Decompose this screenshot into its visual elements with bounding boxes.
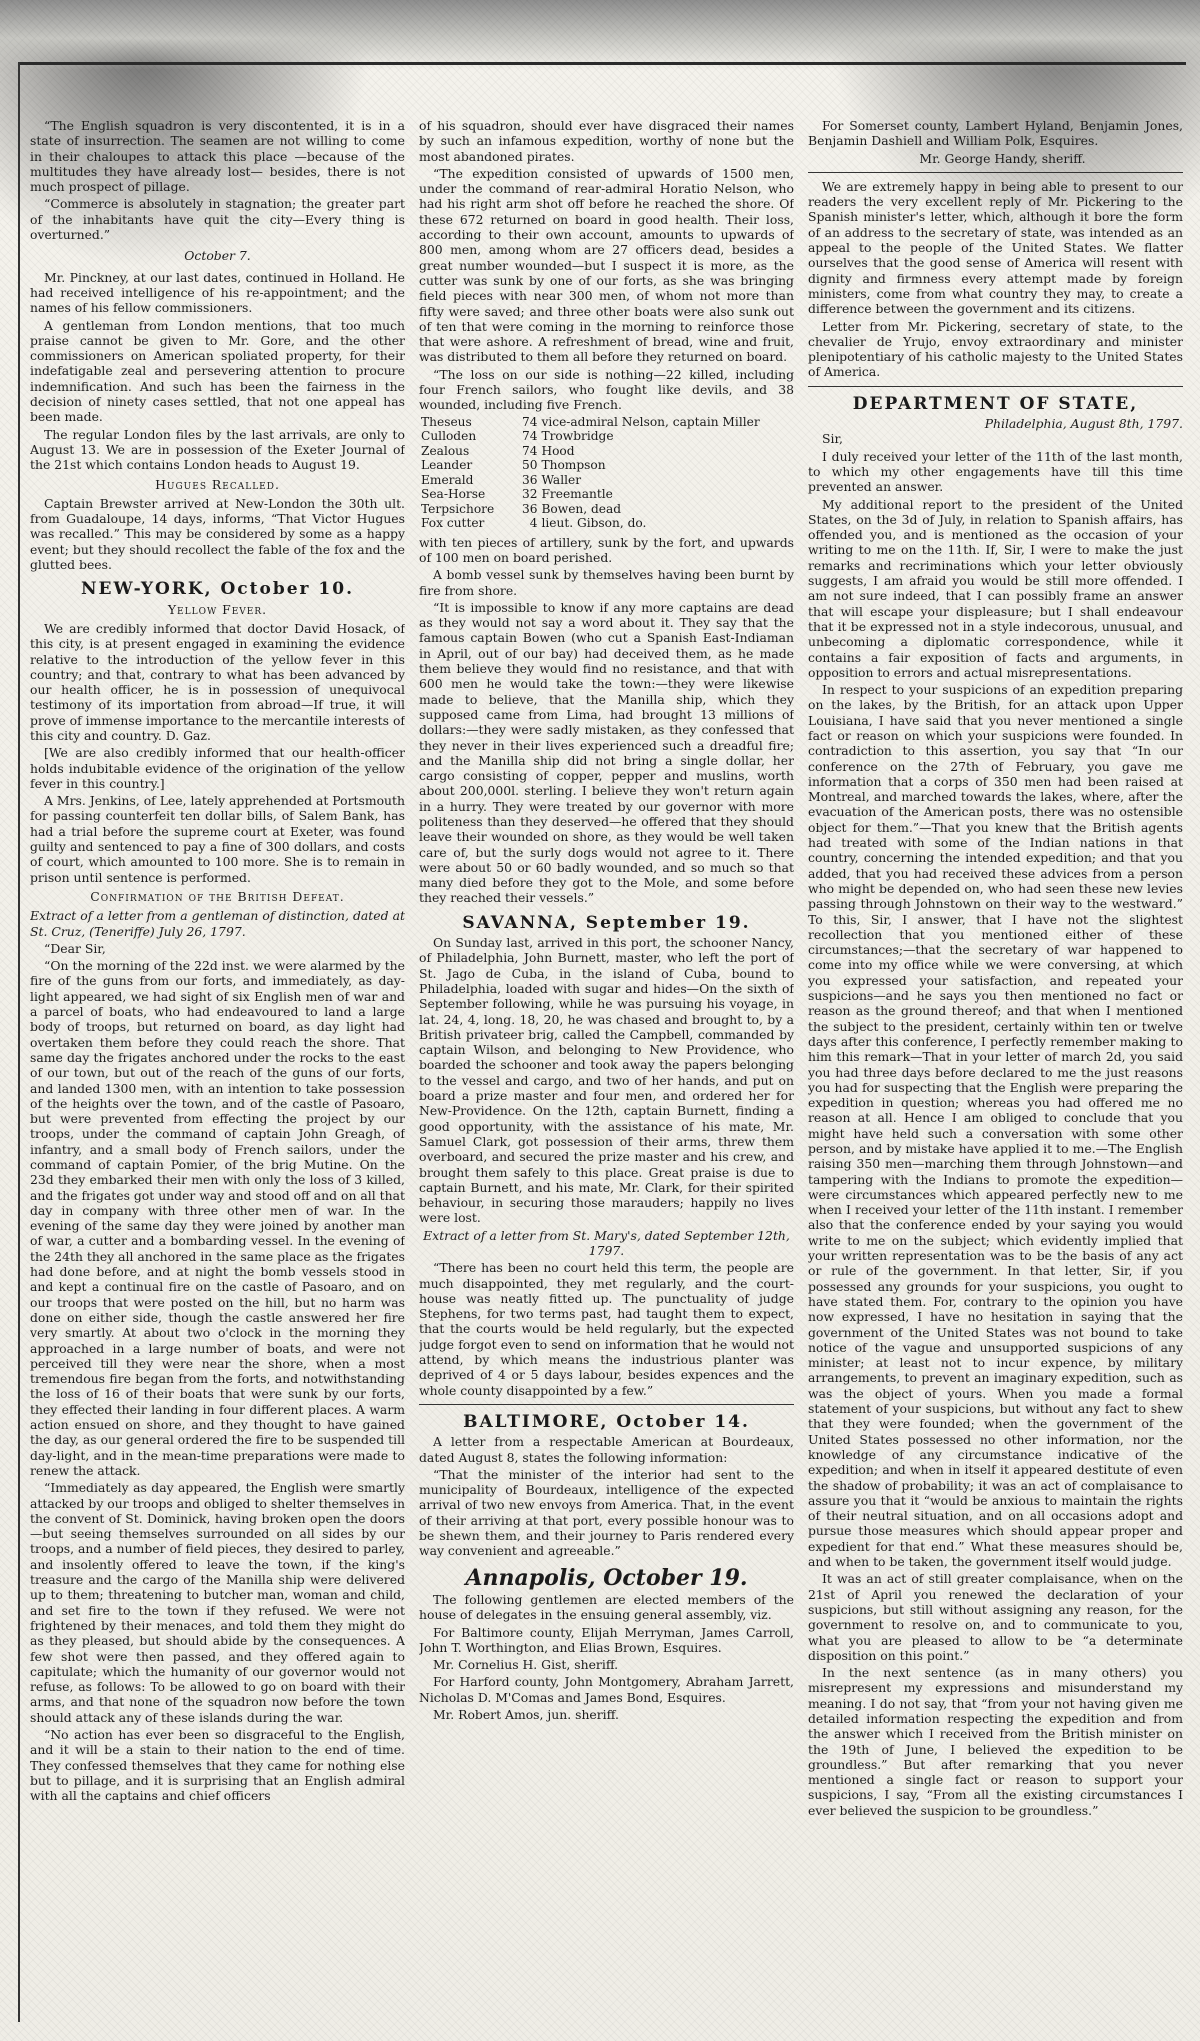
article-paragraph: I duly received your letter of the 11th of the last month, to which my other engagements have till this time prevented an answer. bbox=[808, 448, 1183, 495]
ship-guns: 50 bbox=[521, 458, 538, 473]
article-paragraph: “The expedition consisted of upwards of 1500 men, under the command of rear-admiral Horatio Nelson, who had his right arm shot off before he reached the shore. Of these 672 returned on board in good health. Their loss, according to their own account, amounts to upwards of 800 men, among whom are 27 officers dead, besides a great number wounded—but I suspect it is more, as the cutter was sunk by one of our forts, as she was bringing field pieces with near 300 men, of whom not more than fifty were saved; and three other boats were also sunk out of ten that were coming in the morning to reinforce those that were ashore. A refreshment of bread, wine and fruit, was distributed to them all before they returned on board. bbox=[419, 165, 794, 365]
article-paragraph: “Immediately as day appeared, the English were smartly attacked by our troops and obliged to shelter themselves in the convent of St. Dominick, having broken open the doors—but seeing themselves surrounded on all sides by our troops, and a number of field pieces, they desired to parley, and insolently offered to leave the town, if the king's treasure and the cargo of the Manilla ship were delivered up to them; threatening to butcher man, woman and child, and set fire to the town if they refused. We were not frightened by their menaces, and told them they might do as they pleased, but should abide by the consequences. A few shot were then passed, and they offered again to capitulate; which the humanity of our governor would not refuse, as follows: To be allowed to go on board with their arms, and that none of the squadron now before the town should attack any of these islands during the war. bbox=[30, 1480, 405, 1725]
article-paragraph: For Harford county, John Montgomery, Abraham Jarrett, Nicholas D. M'Comas and James Bond, Esquires. bbox=[419, 1674, 794, 1705]
ship-guns: 4 bbox=[529, 516, 538, 531]
article-paragraph: A Mrs. Jenkins, of Lee, lately apprehended at Portsmouth for passing counterfeit ten dollar bills, of Salem Bank, has had a trial before the supreme court at Exeter, was found guilty and sentenced to pay a fine of 300 dollars, and costs of court, which amounted to 100 more. She is to remain in prison until sentence is performed. bbox=[30, 793, 405, 885]
article-paragraph: “It is impossible to know if any more captains are dead as they would not say a word about it. They say that the famous captain Bowen (who cut a Spanish East-Indiaman in April, out of our bay) had deceived them, as he made them believe they would find no resistance, and that with 600 men he would take the town:—they were likewise made to believe, that the Manilla ship, which they supposed came from Lima, had brought 13 millions of dollars:—they were sadly mistaken, as they confessed that they never in their lives experienced such a dreadful fire; and the Manilla ship did not bring a single dollar, her cargo consisting of copper, pepper and muslins, worth about 200,000l. sterling. I believe they won't return again in a hurry. They were treated by our governor with more politeness than they deserved—he offered that they should leave their wounded on shore, as they would be well taken care of, but the surly dogs would not agree to it. There were about 50 or 60 badly wounded, and so much so that many died before they got to the Mole, and some before they reached their vessels.” bbox=[419, 599, 794, 906]
ship-row bbox=[419, 429, 794, 444]
article-paragraph: “The loss on our side is nothing—22 killed, including four French sailors, who fought like devils, and 38 wounded, including five French. bbox=[419, 366, 794, 413]
ship-guns: 74 bbox=[521, 429, 538, 444]
article-paragraph: Mr. Pinckney, at our last dates, continued in Holland. He had received intelligence of his re-appointment; and the names of his fellow commissioners. bbox=[30, 269, 405, 316]
ship-name: Culloden bbox=[421, 429, 477, 444]
ship-commander: Waller bbox=[541, 472, 582, 487]
ship-row bbox=[419, 516, 794, 531]
ship-row bbox=[419, 473, 794, 488]
article-paragraph: For Somerset county, Lambert Hyland, Benjamin Jones, Benjamin Dashiell and William Polk, Esquires. bbox=[808, 118, 1183, 149]
dateline: Philadelphia, August 8th, 1797. bbox=[984, 416, 1183, 432]
section-heading: Annapolis, October 19. bbox=[465, 1564, 748, 1591]
ship-name: Fox cutter bbox=[421, 516, 485, 531]
ship-commander: vice-admiral Nelson, captain Miller bbox=[541, 414, 760, 429]
ship-name: Sea-Horse bbox=[421, 487, 486, 502]
article-paragraph: “Commerce is absolutely in stagnation; the greater part of the inhabitants have quit the city—Every thing is overturned.” bbox=[30, 196, 405, 243]
ship-commander: Bowen, dead bbox=[541, 501, 622, 516]
article-paragraph: Mr. George Handy, sheriff. bbox=[919, 150, 1086, 166]
section-heading: NEW-YORK, October 10. bbox=[80, 579, 355, 600]
extract-heading: Extract of a letter from St. Mary's, dated September 12th, 1797. bbox=[423, 1227, 790, 1258]
article-paragraph: of his squadron, should ever have disgraced their names by such an infamous expedition, worthy of none but the most abandoned pirates. bbox=[419, 118, 794, 164]
article-paragraph: On Sunday last, arrived in this port, the schooner Nancy, of Philadelphia, John Burnett, master, who left the port of St. Jago de Cuba, in the island of Cuba, bound to Philadelphia, loaded with sugar and hides—On the sixth of September following, while he was pursuing his voyage, in lat. 24, 4, long. 18, 20, he was chased and brought to, by a British privateer brig, called the Campbell, commanded by captain Wilson, and belonging to New Providence, who boarded the schooner and took away the papers belonging to the vessel and cargo, and two of her hands, and put on board a prize master and four men, and ordered her for New-Providence. On the 12th, captain Burnett, finding a good opportunity, with the assistance of his mate, Mr. Samuel Clark, got possession of their arms, threw them overboard, and secured the prize master and his crew, and brought them safely to this place. Great praise is due to captain Burnett, and his mate, Mr. Clark, for their spirited behaviour, in securing those marauders; happily no lives were lost. bbox=[419, 935, 794, 1226]
article-paragraph: “No action has ever been so disgraceful to the English, and it will be a stain to their nation to the end of time. They confessed themselves that they came for nothing else but to pillage, and it is surprising that an English admiral with all the captains and chief officers bbox=[30, 1726, 405, 1804]
section-divider bbox=[808, 386, 1183, 387]
ship-guns: 36 bbox=[521, 501, 538, 516]
article-paragraph: Captain Brewster arrived at New-London the 30th ult. from Guadaloupe, 14 days, informs, “That Victor Hugues was recalled.” This may be considered by some as a happy event; but they should recollect the fable of the fox and the glutted bees. bbox=[30, 495, 405, 573]
ship-name: Leander bbox=[421, 458, 473, 473]
article-paragraph: The regular London files by the last arrivals, are only to August 13. We are in possession of the Exeter Journal of the 21st which contains London heads to August 19. bbox=[30, 426, 405, 473]
ship-commander: Hood bbox=[541, 443, 575, 458]
article-paragraph: My additional report to the president of the United States, on the 3d of July, in relation to Spanish affairs, has offended you, and is mentioned as the occasion of your writing to me on the 11th. If, Sir, I were to make the just remarks and recriminations which your letter obviously suggests, I am afraid you would be still more offended. I am not sure indeed, that I can possibly frame an answer that will escape your displeasure; but I shall endeavour that it be expressed not in a style indecorous, unusual, and unbecoming a diplomatic correspondence, while it contains a fair exposition of facts and arguments, in opposition to errors and actual misrepresentations. bbox=[808, 496, 1183, 680]
article-paragraph: The following gentlemen are elected members of the house of delegates in the ensuing general assembly, viz. bbox=[419, 1591, 794, 1623]
article-paragraph: “On the morning of the 22d inst. we were alarmed by the fire of the guns from our forts, and immediately, as day-light appeared, we had sight of six English men of war and a parcel of boats, who had endeavoured to land a large body of troops, but returned on board, as day light had overtaken them before they could reach the shore. That same day the frigates anchored under the rocks to the east of our town, but out of the reach of the guns of our forts, and landed 1300 men, with an intention to take possession of the heights over the town, and of the castle of Pasoaro, but were prevented from effecting the project by our troops, under the command of captain John Greagh, of infantry, and a small body of French sailors, under the command of captain Pomier, of the brig Mutine. On the 23d they embarked their men with only the loss of 3 killed, and the frigates got under way and stood off and on all that day in company with three other men of war. In the evening of the same day they were joined by another man of war, a cutter and a bombarding vessel. In the evening of the 24th they all anchored in the same place as the frigates had done before, and at night the bomb vessels stood in and kept a continual fire on the castle of Pasoaro, and on our troops that were posted on the hill, but no harm was done on either side, though the castle answered her fire very smartly. At about two o'clock in the morning they approached in a large number of boats, and were not perceived till they were near the shore, when a most tremendous fire began from the forts, and notwithstanding the loss of 16 of their boats that were sunk by our forts, they effected their landing in four different places. A warm action ensued on shore, and they thought to have gained the day, as our general ordered the fire to be suspended till day-light, and in the mean-time preparations were made to renew the attack. bbox=[30, 958, 405, 1478]
article-paragraph: [We are also credibly informed that our health-officer holds indubitable evidence of the origination of the yellow fever in this country.] bbox=[30, 745, 405, 791]
ship-row bbox=[419, 487, 794, 502]
letter-salutation: “Dear Sir, bbox=[44, 940, 106, 956]
ship-row bbox=[419, 444, 794, 459]
ship-name: Zealous bbox=[421, 443, 470, 458]
ship-commander: Thompson bbox=[541, 458, 606, 473]
article-paragraph: Mr. Cornelius H. Gist, sheriff. bbox=[433, 1657, 619, 1673]
ship-commander: Freemantle bbox=[541, 487, 613, 502]
section-subheading: Hugues Recalled. bbox=[155, 476, 280, 492]
section-heading: BALTIMORE, October 14. bbox=[463, 1411, 750, 1432]
ship-name: Theseus bbox=[421, 414, 472, 429]
ship-guns: 74 bbox=[521, 414, 538, 429]
article-paragraph: A bomb vessel sunk by themselves having been burnt by fire from shore. bbox=[419, 567, 794, 598]
page-columns bbox=[30, 118, 1190, 2018]
article-paragraph: Letter from Mr. Pickering, secretary of state, to the chevalier de Yrujo, envoy extraordinary and minister plenipotentiary of his catholic majesty to the United States of America. bbox=[808, 318, 1183, 380]
section-subheading: Yellow Fever. bbox=[167, 601, 268, 617]
column-1 bbox=[30, 118, 405, 2018]
article-paragraph: A gentleman from London mentions, that too much praise cannot be given to Mr. Gore, and the other commissioners on American spoliated property, for their indefatigable zeal and persevering attention to procure indemnification. And such has been the fairness in the decision of ninety cases settled, that not one appeal has been made. bbox=[30, 317, 405, 425]
top-rule bbox=[18, 62, 1186, 65]
article-paragraph: In the next sentence (as in many others) you misrepresent my expressions and misunderstand my meaning. I do not say, that “from your not having given me detailed information respecting the expedition and from the answer which I received from the British minister on the 19th of June, I believed the expedition to be groundless.” But after remarking that you never mentioned a single fact or reason to support your suspicions, I say, “From all the existing circumstances I ever believed the suspicion to be groundless.” bbox=[808, 1665, 1183, 1818]
article-paragraph: A letter from a respectable American at Bourdeaux, dated August 8, states the following information: bbox=[419, 1434, 794, 1465]
section-heading: SAVANNA, September 19. bbox=[462, 912, 751, 933]
ship-name: Emerald bbox=[421, 472, 474, 487]
article-paragraph: “There has been no court held this term, the people are much disappointed, they met regularly, and the court-house was neatly fitted up. The punctuality of judge Stephens, for two terms past, had taught them to expect, that the courts would be held regularly, but the expected judge forgot even to send on information that he would not attend, by which means the industrious planter was deprived of 4 or 5 days labour, besides expences and the whole county disappointed by a few.” bbox=[419, 1260, 794, 1398]
section-heading: DEPARTMENT OF STATE, bbox=[852, 393, 1139, 414]
ship-row bbox=[419, 458, 794, 473]
ship-guns: 74 bbox=[521, 443, 538, 458]
article-paragraph: “The English squadron is very discontented, it is in a state of insurrection. The seamen are not willing to come in their chaloupes to attack this place —because of the multitudes they have already lost— besides, there is not much prospect of pillage. bbox=[30, 118, 405, 195]
article-paragraph: It was an act of still greater complaisance, when on the 21st of April you renewed the declaration of your suspicions, but still without assigning any reason, for the government to resolve on, and to communicate to you, what you are pleased to allow to be “a determinate disposition on this point.” bbox=[808, 1571, 1183, 1663]
ship-guns: 36 bbox=[521, 472, 538, 487]
section-subheading: Confirmation of the British Defeat. bbox=[90, 888, 345, 904]
left-margin-rule bbox=[18, 62, 20, 2022]
ship-guns: 32 bbox=[521, 487, 538, 502]
article-paragraph: Mr. Robert Amos, jun. sheriff. bbox=[433, 1707, 619, 1723]
article-paragraph: We are extremely happy in being able to present to our readers the very excellent reply of Mr. Pickering to the Spanish minister's letter, which, although it bore the form of an address to the secretary of state, was intended as an appeal to the people of the United States. We flatter ourselves that the good sense of America will resent with dignity and firmness every attempt made by foreign ministers, come from what country they may, to create a difference between the government and its citizens. bbox=[808, 178, 1183, 317]
ships-table bbox=[419, 415, 794, 531]
ship-commander: lieut. Gibson, do. bbox=[541, 516, 647, 531]
ship-row bbox=[419, 415, 794, 430]
article-paragraph: We are credibly informed that doctor David Hosack, of this city, is at present engaged in examining the evidence relative to the introduction of the yellow fever in this country; and that, contrary to what has been advanced by our health officer, he is in possession of unequivocal testimony of its importation from abroad—If true, it will prove of immense importance to the mercantile interests of this city and country. D. Gaz. bbox=[30, 620, 405, 743]
ship-name: Terpsichore bbox=[421, 501, 495, 516]
section-divider bbox=[808, 172, 1183, 173]
extract-heading: Extract of a letter from a gentleman of distinction, dated at St. Cruz, (Teneriffe) July 26, 1797. bbox=[30, 908, 405, 939]
ship-commander: Trowbridge bbox=[541, 429, 614, 444]
column-2 bbox=[419, 118, 794, 2018]
dateline: October 7. bbox=[184, 248, 251, 264]
letter-salutation: Sir, bbox=[822, 431, 843, 447]
ship-row bbox=[419, 502, 794, 517]
article-paragraph: In respect to your suspicions of an expedition preparing on the lakes, by the British, for an attack upon Upper Louisiana, I have said that you never mentioned a single fact or reason on which your suspicions were founded. In contradiction to this assertion, you say that “In our conference on the 27th of February, you gave me information that a corps of 350 men had been raised at Montreal, and marched towards the lakes, where, after the evacuation of the American posts, there was no ostensible object for them.”—That you knew that the British agents had treated with some of the Indian nations in that country, concerning the intended expedition; and that you added, that you had received these advices from a person who might be depended on, who had seen these new levies passing through Johnstown on their way to the westward.” To this, Sir, I answer, that I have not the slightest recollection that you mentioned either of these circumstances;—that the secretary of war happened to come into my office while we were conversing, at which you expressed your satisfaction, and repeated your suspicions—and he says you then mentioned no fact or reason as the ground thereof; and that when I mentioned the subject to the president, certainly within ten or twelve days after this conference, I perfectly remember making to him this remark—That in your letter of march 2d, you said you had three days before declared to me the just reasons you had for suspecting that the English were preparing the expedition in question; whereas you had offered me no reason at all. Hence I am obliged to conclude that you might have held such a conversation with some other person, and by mistake have applied it to me.—The English raising 350 men—marching them through Johnstown—and tampering with the Indians to promote the expedition—were circumstances which appeared perfectly new to me when I received your letter of the 11th instant. I remember also that the conference ended by your saying you would write to me on the subject; which evidently implied that your written representation was to be the basis of any act or rule of the government. In that letter, Sir, if you possessed any grounds for your suspicions, you ought to have stated them. For, contrary to the opinion you have now expressed, I have no hesitation in saying that the government of the United States was not bound to take notice of the vague and unsupported suspicions of any minister; at least not to incur expence, by military arrangements, to prevent an imaginary expedition, such as was the object of yours. When you made a formal statement of your suspicions, but without any fact to shew that they were founded; when the government of the United States possessed no other information, nor the knowledge of any circumstance indicative of the expedition; and when in itself it appeared destitute of even the shadow of probability; it was an act of complaisance to assure you that it “would be anxious to maintain the rights of their neutral situation, and on all occasions adopt and pursue those measures which should appear proper and expedient for that end.” What these measures should be, and when to be taken, the government itself would judge. bbox=[808, 682, 1183, 1570]
section-divider bbox=[419, 1404, 794, 1405]
article-paragraph: For Baltimore county, Elijah Merryman, James Carroll, John T. Worthington, and Elias Brown, Esquires. bbox=[419, 1624, 794, 1655]
article-paragraph: “That the minister of the interior had sent to the municipality of Bourdeaux, intelligence of the expected arrival of two new envoys from America. That, in the event of their arriving at that port, every possible honour was to be shewn them, and their journey to Paris rendered every way convenient and agreeable.” bbox=[419, 1466, 794, 1559]
column-3 bbox=[808, 118, 1183, 2018]
article-paragraph: with ten pieces of artillery, sunk by the fort, and upwards of 100 men on board perished. bbox=[419, 534, 794, 565]
